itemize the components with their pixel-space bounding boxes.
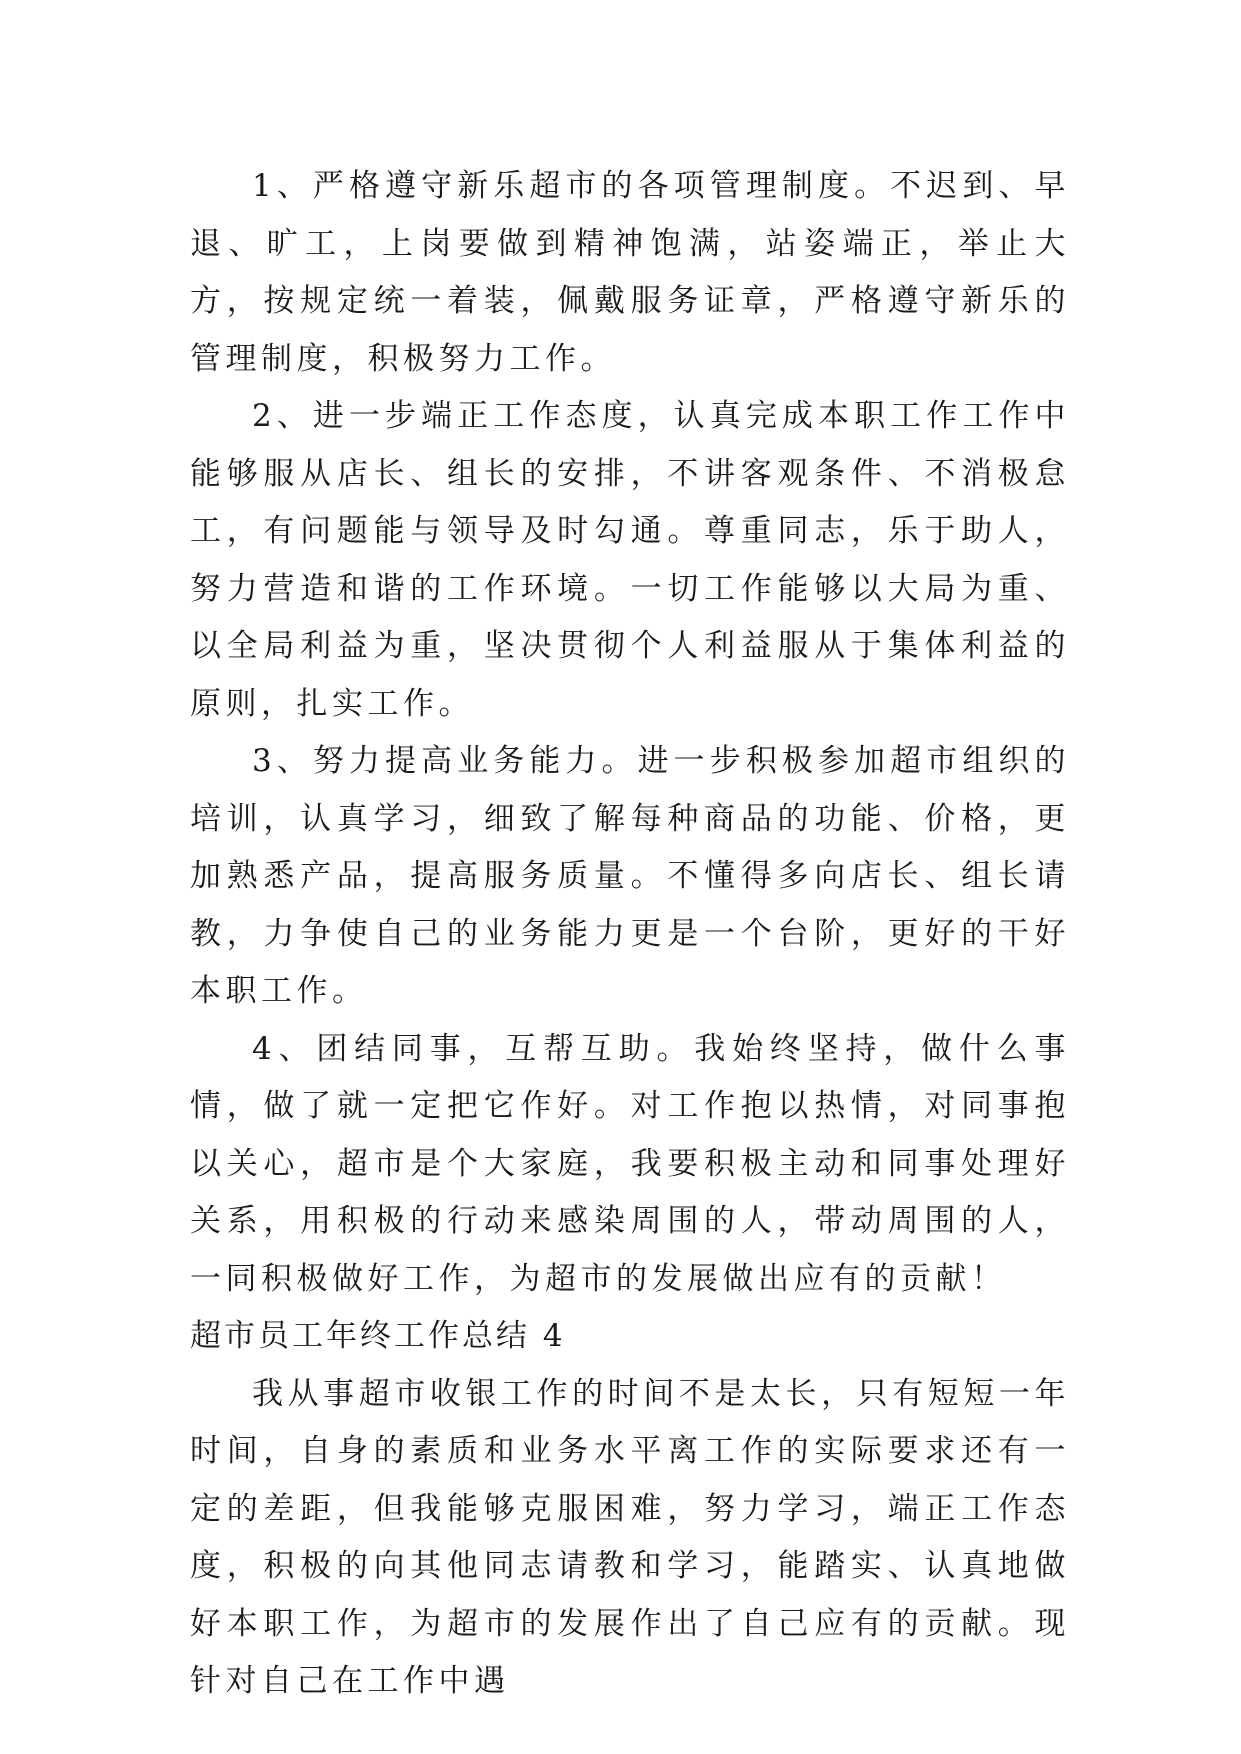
document-page bbox=[190, 158, 1070, 1711]
paragraph-3: 3、努力提高业务能力。进一步积极参加超市组织的培训，认真学习，细致了解每种商品的功能、价格，更加熟悉产品，提高服务质量。不懂得多向店长、组长请教，力争使自己的业务能力更是一个台阶，更好的干好本职工作。 bbox=[190, 743, 1070, 1009]
paragraph-2: 2、进一步端正工作态度，认真完成本职工作工作中能够服从店长、组长的安排，不讲客观条件、不消极怠工，有问题能与领导及时勾通。尊重同志，乐于助人，努力营造和谐的工作环境。一切工作能够以大局为重、以全局利益为重，坚决贯彻个人利益服从于集体利益的原则，扎实工作。 bbox=[190, 398, 1070, 722]
section-title: 超市员工年终工作总结 4 bbox=[190, 1318, 566, 1354]
closing-paragraph: 我从事超市收银工作的时间不是太长，只有短短一年时间，自身的素质和业务水平离工作的实际要求还有一定的差距，但我能够克服困难，努力学习，端正工作态度，积极的向其他同志请教和学习，能踏实、认真地做好本职工作，为超市的发展作出了自己应有的贡献。现针对自己在工作中遇 bbox=[190, 1375, 1070, 1699]
paragraph-1: 1、严格遵守新乐超市的各项管理制度。不迟到、早退、旷工，上岗要做到精神饱满，站姿端正，举止大方，按规定统一着装，佩戴服务证章，严格遵守新乐的管理制度，积极努力工作。 bbox=[190, 168, 1070, 377]
paragraph-4: 4、团结同事，互帮互助。我始终坚持，做什么事情，做了就一定把它作好。对工作抱以热情，对同事抱以关心，超市是个大家庭，我要积极主动和同事处理好关系，用积极的行动来感染周围的人，带动周围的人，一同积极做好工作，为超市的发展做出应有的贡献！ bbox=[190, 1030, 1070, 1297]
